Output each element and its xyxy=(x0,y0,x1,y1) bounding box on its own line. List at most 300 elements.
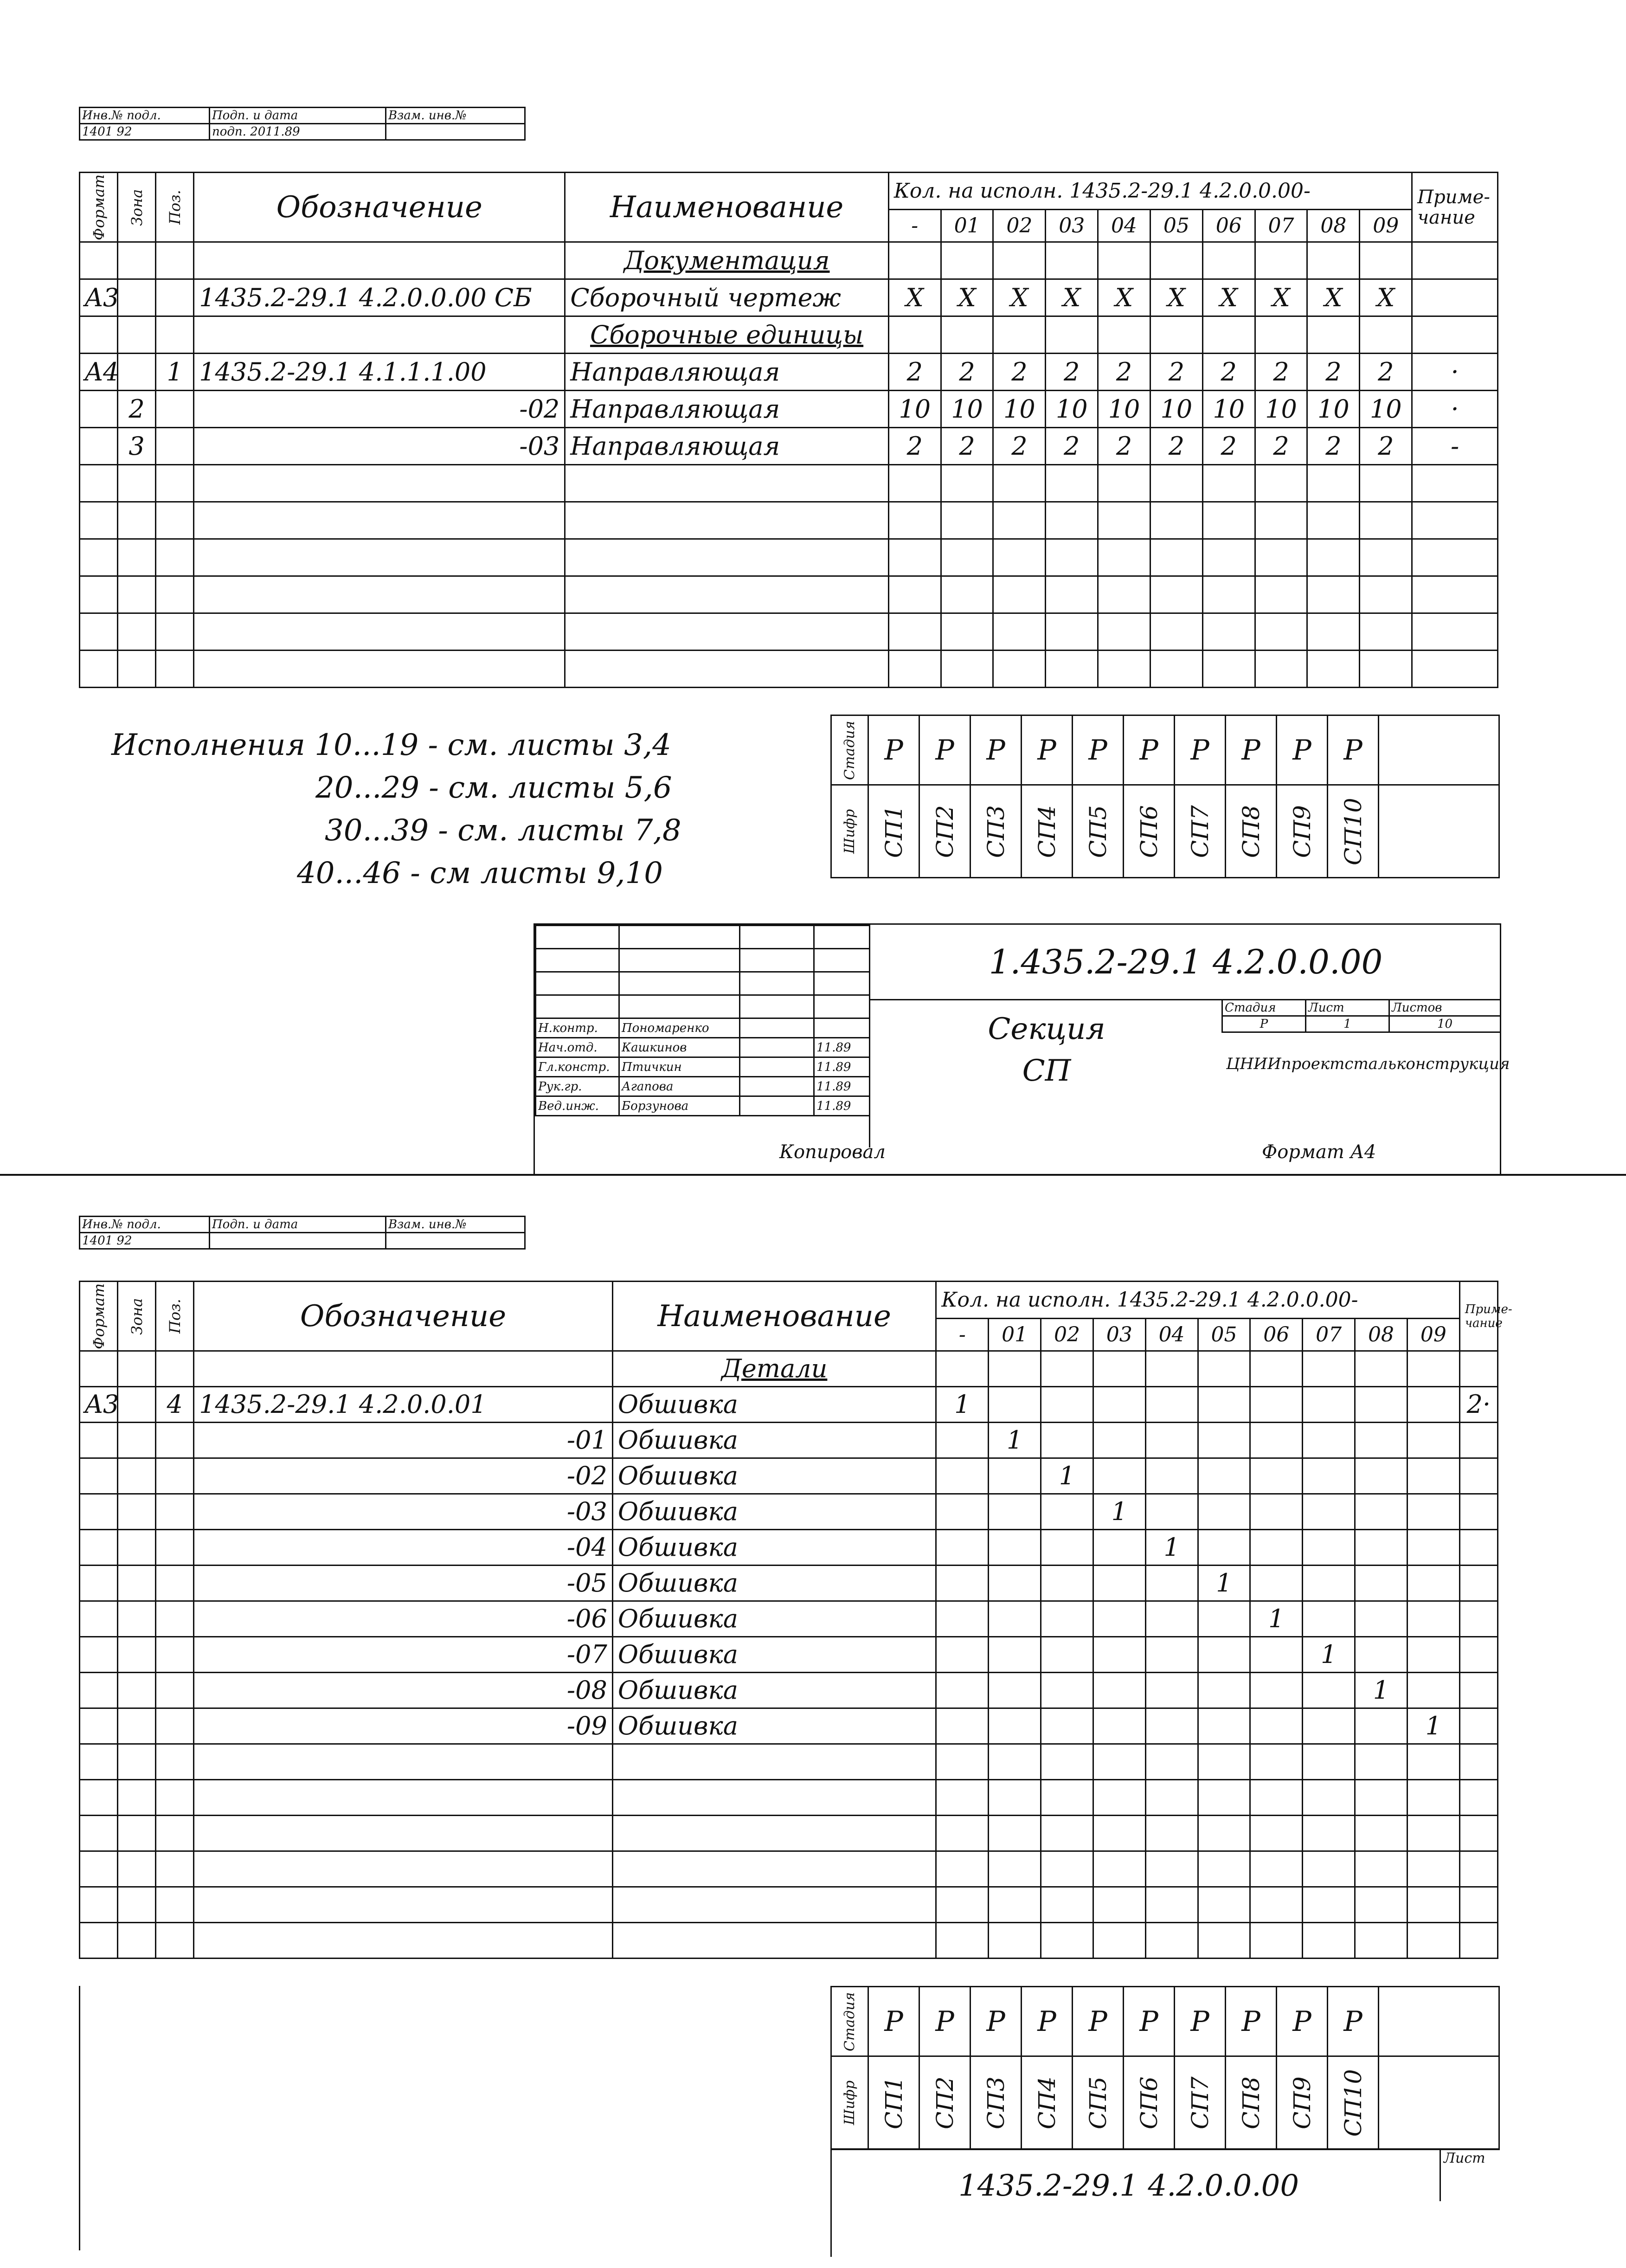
qty-cell: X xyxy=(888,279,941,316)
header-note: Приме-чание xyxy=(1412,173,1498,242)
qty-cell xyxy=(1307,502,1360,539)
qty-cell xyxy=(1145,1458,1198,1494)
qty-cell xyxy=(989,1708,1041,1744)
qty-cell xyxy=(989,1637,1041,1673)
qty-cell xyxy=(1250,1494,1303,1530)
code-cell: СП5 xyxy=(1073,785,1124,878)
stamp-inv-value: 1401 92 xyxy=(80,1233,210,1249)
name-cell: Обшивка xyxy=(612,1494,936,1530)
qty-cell xyxy=(1198,1423,1250,1458)
header-zone: Зона xyxy=(118,1282,156,1351)
qty-cell xyxy=(993,613,1046,651)
format-label: Формат А4 xyxy=(1262,1141,1376,1163)
name-cell: Обшивка xyxy=(612,1423,936,1458)
qty-cell xyxy=(1255,651,1307,688)
qty-cell xyxy=(1303,1816,1355,1851)
qty-cell: 2 xyxy=(1360,354,1412,391)
zone-cell xyxy=(118,502,156,539)
variant-header-3: 03 xyxy=(1046,210,1098,242)
signer-name: Кашкинов xyxy=(619,1038,740,1057)
table-row xyxy=(80,354,1498,391)
qty-cell xyxy=(1145,1351,1198,1387)
qty-cell xyxy=(936,1351,989,1387)
format-cell: A4 xyxy=(80,354,118,391)
code-cell: СП4 xyxy=(1022,785,1073,878)
qty-cell xyxy=(1198,1744,1250,1780)
name-cell: Направляющая xyxy=(565,428,889,465)
variant-header-2: 02 xyxy=(1041,1319,1093,1351)
name-cell: Обшивка xyxy=(612,1601,936,1637)
qty-cell xyxy=(1041,1351,1093,1387)
qty-cell xyxy=(941,242,993,279)
signer-role: Нач.отд. xyxy=(536,1038,619,1057)
qty-cell xyxy=(1407,1423,1459,1458)
qty-cell xyxy=(1046,613,1098,651)
stage-value: Р xyxy=(1222,1016,1306,1032)
qty-cell: 2 xyxy=(888,428,941,465)
qty-cell: 1 xyxy=(1407,1708,1459,1744)
note-cell: 2· xyxy=(1459,1387,1497,1423)
qty-cell: X xyxy=(993,279,1046,316)
table-row xyxy=(80,1816,1498,1851)
qty-cell: 2 xyxy=(888,354,941,391)
qty-cell xyxy=(1145,1566,1198,1601)
qty-cell: 2 xyxy=(1098,428,1150,465)
qty-cell xyxy=(1041,1423,1093,1458)
qty-cell xyxy=(1407,1566,1459,1601)
qty-cell xyxy=(941,465,993,502)
note-cell xyxy=(1412,242,1498,279)
stage-cell: Р xyxy=(1124,715,1175,785)
qty-cell xyxy=(1303,1851,1355,1887)
note-cell xyxy=(1459,1851,1497,1887)
table-row xyxy=(80,1494,1498,1530)
name-cell xyxy=(612,1816,936,1851)
qty-cell xyxy=(989,1601,1041,1637)
qty-cell xyxy=(1360,316,1412,354)
qty-cell xyxy=(936,1601,989,1637)
qty-cell xyxy=(936,1851,989,1887)
qty-cell xyxy=(1202,576,1255,613)
qty-cell xyxy=(1303,1780,1355,1816)
zone-cell xyxy=(118,1423,156,1458)
sheets-header: Листов xyxy=(1389,1000,1501,1016)
qty-cell xyxy=(936,1887,989,1923)
qty-cell: 2 xyxy=(1307,354,1360,391)
note-cell xyxy=(1459,1744,1497,1780)
stamp-inv-header: Инв.№ подл. xyxy=(80,108,210,124)
qty-cell xyxy=(1145,1708,1198,1744)
qty-cell xyxy=(1098,242,1150,279)
qty-cell xyxy=(1198,1351,1250,1387)
qty-cell xyxy=(993,242,1046,279)
designation-cell xyxy=(194,316,565,354)
qty-cell xyxy=(1250,1744,1303,1780)
qty-cell xyxy=(993,576,1046,613)
note-cell xyxy=(1459,1637,1497,1673)
qty-cell xyxy=(1150,613,1202,651)
title-block xyxy=(533,923,1510,1175)
stage-cell: Р xyxy=(1277,715,1328,785)
designation-cell xyxy=(194,576,565,613)
pos-cell xyxy=(156,279,194,316)
format-cell xyxy=(80,465,118,502)
note-cell xyxy=(1412,279,1498,316)
qty-cell xyxy=(1250,1673,1303,1708)
table-row xyxy=(80,1423,1498,1458)
qty-cell: X xyxy=(1202,279,1255,316)
stage-cell: Р xyxy=(1175,715,1226,785)
note-cell xyxy=(1459,1566,1497,1601)
qty-cell: 2 xyxy=(1202,428,1255,465)
qty-cell xyxy=(1255,539,1307,576)
qty-cell xyxy=(1355,1387,1407,1423)
header-name: Наименование xyxy=(612,1282,936,1351)
qty-cell xyxy=(1407,1887,1459,1923)
qty-cell xyxy=(1198,1923,1250,1959)
qty-cell xyxy=(1198,1673,1250,1708)
note-cell xyxy=(1459,1601,1497,1637)
table-row xyxy=(80,465,1498,502)
qty-cell xyxy=(1250,1851,1303,1887)
qty-cell xyxy=(1355,1423,1407,1458)
designation-cell: -07 xyxy=(194,1637,613,1673)
pos-cell xyxy=(156,1494,194,1530)
stage-cell: Р xyxy=(1175,1987,1226,2056)
qty-cell xyxy=(1098,539,1150,576)
qty-cell: 10 xyxy=(1098,391,1150,428)
code-cell: СП4 xyxy=(1022,2056,1073,2149)
qty-cell xyxy=(1250,1351,1303,1387)
qty-cell xyxy=(1046,576,1098,613)
note-cell xyxy=(1412,465,1498,502)
qty-cell: 2 xyxy=(1307,428,1360,465)
qty-cell: 2 xyxy=(993,354,1046,391)
qty-cell xyxy=(1150,539,1202,576)
table-row xyxy=(80,391,1498,428)
qty-cell xyxy=(1041,1494,1093,1530)
name-cell: Направляющая xyxy=(565,354,889,391)
qty-cell xyxy=(941,613,993,651)
qty-cell: 2 xyxy=(1360,428,1412,465)
header-name: Наименование xyxy=(565,173,889,242)
qty-cell xyxy=(1145,1423,1198,1458)
designation-cell xyxy=(194,465,565,502)
qty-cell xyxy=(1041,1816,1093,1851)
qty-cell xyxy=(1407,1923,1459,1959)
designation-cell: -02 xyxy=(194,1458,613,1494)
variant-header-4: 04 xyxy=(1098,210,1150,242)
qty-cell xyxy=(1303,1530,1355,1566)
variant-header-0: - xyxy=(936,1319,989,1351)
header-designation: Обозначение xyxy=(194,1282,613,1351)
format-cell xyxy=(80,1851,118,1887)
table-row xyxy=(80,1923,1498,1959)
pos-cell xyxy=(156,1637,194,1673)
pos-cell xyxy=(156,465,194,502)
format-cell xyxy=(80,1744,118,1780)
qty-cell: 2 xyxy=(1098,354,1150,391)
format-cell xyxy=(80,502,118,539)
qty-cell xyxy=(1407,1851,1459,1887)
pos-cell xyxy=(156,1673,194,1708)
zone-cell xyxy=(118,1601,156,1637)
note-cell xyxy=(1459,1708,1497,1744)
note-cell xyxy=(1459,1494,1497,1530)
pos-cell xyxy=(156,1351,194,1387)
designation-cell xyxy=(194,1816,613,1851)
code-blank xyxy=(1379,2056,1499,2149)
name-cell: Обшивка xyxy=(612,1637,936,1673)
qty-cell xyxy=(1407,1351,1459,1387)
zone-cell xyxy=(118,279,156,316)
format-cell: A3 xyxy=(80,1387,118,1423)
variant-header-6: 06 xyxy=(1250,1319,1303,1351)
header-pos: Поз. xyxy=(156,1282,194,1351)
designation-cell: -09 xyxy=(194,1708,613,1744)
qty-cell: 1 xyxy=(1250,1601,1303,1637)
qty-cell xyxy=(1150,502,1202,539)
qty-cell xyxy=(1355,1601,1407,1637)
code-cell: СП5 xyxy=(1073,2056,1124,2149)
table-row xyxy=(80,316,1498,354)
note-cell: - xyxy=(1412,428,1498,465)
qty-cell xyxy=(1093,1566,1145,1601)
qty-cell xyxy=(1093,1458,1145,1494)
qty-cell: 1 xyxy=(1355,1673,1407,1708)
zone-cell xyxy=(118,1923,156,1959)
qty-cell: 2 xyxy=(1255,354,1307,391)
zone-cell xyxy=(118,1566,156,1601)
variant-header-8: 08 xyxy=(1355,1319,1407,1351)
qty-cell xyxy=(1198,1708,1250,1744)
designation-cell xyxy=(194,1780,613,1816)
sheets-value: 10 xyxy=(1389,1016,1501,1032)
signer-sign xyxy=(740,1096,814,1116)
designation-cell: -02 xyxy=(194,391,565,428)
designation-cell: -05 xyxy=(194,1566,613,1601)
qty-cell xyxy=(941,539,993,576)
qty-cell xyxy=(1098,613,1150,651)
designation-cell: -03 xyxy=(194,1494,613,1530)
qty-cell xyxy=(989,1744,1041,1780)
qty-cell xyxy=(1407,1387,1459,1423)
qty-cell xyxy=(1407,1816,1459,1851)
qty-cell xyxy=(1145,1887,1198,1923)
qty-cell xyxy=(1355,1708,1407,1744)
stamp-inv-value: 1401 92 xyxy=(80,124,210,140)
qty-cell xyxy=(941,502,993,539)
qty-cell xyxy=(1202,539,1255,576)
signer-date xyxy=(814,1018,870,1038)
pos-cell xyxy=(156,576,194,613)
code-cell: СП9 xyxy=(1277,785,1328,878)
name-cell xyxy=(565,651,889,688)
qty-cell xyxy=(1355,1923,1407,1959)
qty-cell: 2 xyxy=(941,428,993,465)
note-cell xyxy=(1459,1673,1497,1708)
qty-cell xyxy=(1303,1601,1355,1637)
qty-cell xyxy=(1360,242,1412,279)
zone-cell: 3 xyxy=(118,428,156,465)
format-cell xyxy=(80,1673,118,1708)
sheet-header: Лист xyxy=(1306,1000,1389,1016)
note-cell xyxy=(1459,1887,1497,1923)
qty-cell xyxy=(1303,1387,1355,1423)
qty-cell xyxy=(1041,1637,1093,1673)
table-row xyxy=(80,1637,1498,1673)
pos-cell xyxy=(156,1566,194,1601)
title-name-box xyxy=(869,999,1223,1147)
qty-cell xyxy=(1150,576,1202,613)
qty-cell xyxy=(989,1887,1041,1923)
stage-cell: Р xyxy=(1022,1987,1073,2056)
qty-cell xyxy=(1093,1923,1145,1959)
stamp-sign-value: подп. 2011.89 xyxy=(210,124,386,140)
qty-cell xyxy=(1198,1637,1250,1673)
qty-cell: 10 xyxy=(941,391,993,428)
note-cell xyxy=(1459,1530,1497,1566)
qty-cell xyxy=(936,1816,989,1851)
qty-cell xyxy=(1041,1530,1093,1566)
format-cell xyxy=(80,242,118,279)
qty-cell xyxy=(1250,1637,1303,1673)
variant-header-8: 08 xyxy=(1307,210,1360,242)
qty-cell xyxy=(1198,1458,1250,1494)
qty-cell xyxy=(1303,1923,1355,1959)
stage-code-grid-2 xyxy=(830,1986,1500,2150)
qty-cell xyxy=(1150,316,1202,354)
qty-cell xyxy=(888,613,941,651)
name-cell: Обшивка xyxy=(612,1530,936,1566)
qty-cell: X xyxy=(1046,279,1098,316)
qty-cell xyxy=(1041,1708,1093,1744)
stage-sheets-table xyxy=(1221,999,1501,1033)
sheet-divider xyxy=(0,1174,1626,1176)
name-cell: Обшивка xyxy=(612,1566,936,1601)
header-format: Формат xyxy=(80,1282,118,1351)
name-cell xyxy=(565,539,889,576)
code-cell: СП7 xyxy=(1175,785,1226,878)
zone-cell xyxy=(118,1387,156,1423)
code-cell: СП7 xyxy=(1175,2056,1226,2149)
qty-cell xyxy=(1355,1458,1407,1494)
qty-cell xyxy=(1307,316,1360,354)
pos-cell xyxy=(156,1887,194,1923)
qty-cell xyxy=(1407,1601,1459,1637)
qty-cell xyxy=(1407,1780,1459,1816)
stamp-replace-header: Взам. инв.№ xyxy=(386,108,525,124)
footer-doc-number: 1435.2-29.1 4.2.0.0.00 xyxy=(958,2169,1299,2203)
qty-cell xyxy=(1303,1708,1355,1744)
qty-cell xyxy=(1093,1708,1145,1744)
qty-cell xyxy=(993,502,1046,539)
pos-cell xyxy=(156,316,194,354)
zone-cell xyxy=(118,613,156,651)
qty-cell: X xyxy=(1150,279,1202,316)
qty-cell xyxy=(1355,1780,1407,1816)
table-row xyxy=(80,1708,1498,1744)
qty-cell xyxy=(1250,1458,1303,1494)
qty-cell xyxy=(888,465,941,502)
format-cell xyxy=(80,539,118,576)
zone-cell xyxy=(118,316,156,354)
qty-cell xyxy=(1407,1744,1459,1780)
format-cell xyxy=(80,1566,118,1601)
qty-cell xyxy=(1145,1673,1198,1708)
qty-cell xyxy=(989,1566,1041,1601)
qty-cell xyxy=(1250,1780,1303,1816)
header-note: Приме-чание xyxy=(1459,1282,1497,1351)
designation-cell xyxy=(194,242,565,279)
table-row xyxy=(80,1566,1498,1601)
qty-cell xyxy=(888,242,941,279)
table-row xyxy=(80,651,1498,688)
qty-cell xyxy=(1255,613,1307,651)
designation-cell xyxy=(194,502,565,539)
qty-cell xyxy=(1250,1423,1303,1458)
qty-cell xyxy=(1145,1780,1198,1816)
qty-cell xyxy=(936,1780,989,1816)
signer-name: Агапова xyxy=(619,1077,740,1096)
table-row xyxy=(80,1530,1498,1566)
format-cell xyxy=(80,1423,118,1458)
qty-cell xyxy=(1307,242,1360,279)
qty-cell: 10 xyxy=(1307,391,1360,428)
qty-cell: 2 xyxy=(1150,428,1202,465)
stage-cell: Р xyxy=(1277,1987,1328,2056)
stage-cell: Р xyxy=(1226,1987,1277,2056)
format-cell xyxy=(80,651,118,688)
qty-cell xyxy=(1046,651,1098,688)
code-cell: СП2 xyxy=(919,785,970,878)
qty-cell xyxy=(1355,1887,1407,1923)
qty-cell xyxy=(1360,651,1412,688)
designation-cell xyxy=(194,1744,613,1780)
signer-row xyxy=(536,1038,870,1057)
designation-cell xyxy=(194,1351,613,1387)
qty-cell xyxy=(1093,1673,1145,1708)
name-cell xyxy=(565,576,889,613)
archive-stamp-1 xyxy=(79,107,526,141)
qty-cell xyxy=(1303,1458,1355,1494)
qty-cell xyxy=(1145,1494,1198,1530)
stage-cell: Р xyxy=(1124,1987,1175,2056)
qty-cell xyxy=(936,1530,989,1566)
table-row xyxy=(80,1351,1498,1387)
qty-cell xyxy=(1407,1494,1459,1530)
format-cell xyxy=(80,1601,118,1637)
code-cell: СП8 xyxy=(1226,2056,1277,2149)
code-label: Шифр xyxy=(831,2056,868,2149)
header-qty-title: Кол. на исполн. 1435.2-29.1 4.2.0.0.00- xyxy=(936,1282,1459,1319)
qty-cell xyxy=(1407,1530,1459,1566)
designation-cell xyxy=(194,613,565,651)
qty-cell: 2 xyxy=(993,428,1046,465)
qty-cell: 2 xyxy=(1150,354,1202,391)
qty-cell: 2 xyxy=(1255,428,1307,465)
qty-cell xyxy=(1046,465,1098,502)
qty-cell xyxy=(1150,242,1202,279)
qty-cell xyxy=(1407,1673,1459,1708)
code-cell: СП6 xyxy=(1124,785,1175,878)
variant-header-6: 06 xyxy=(1202,210,1255,242)
note-line-3: 30...39 - см. листы 7,8 xyxy=(325,813,681,848)
zone-cell xyxy=(118,576,156,613)
code-label: Шифр xyxy=(831,785,868,878)
qty-cell xyxy=(1355,1530,1407,1566)
designation-cell: -06 xyxy=(194,1601,613,1637)
